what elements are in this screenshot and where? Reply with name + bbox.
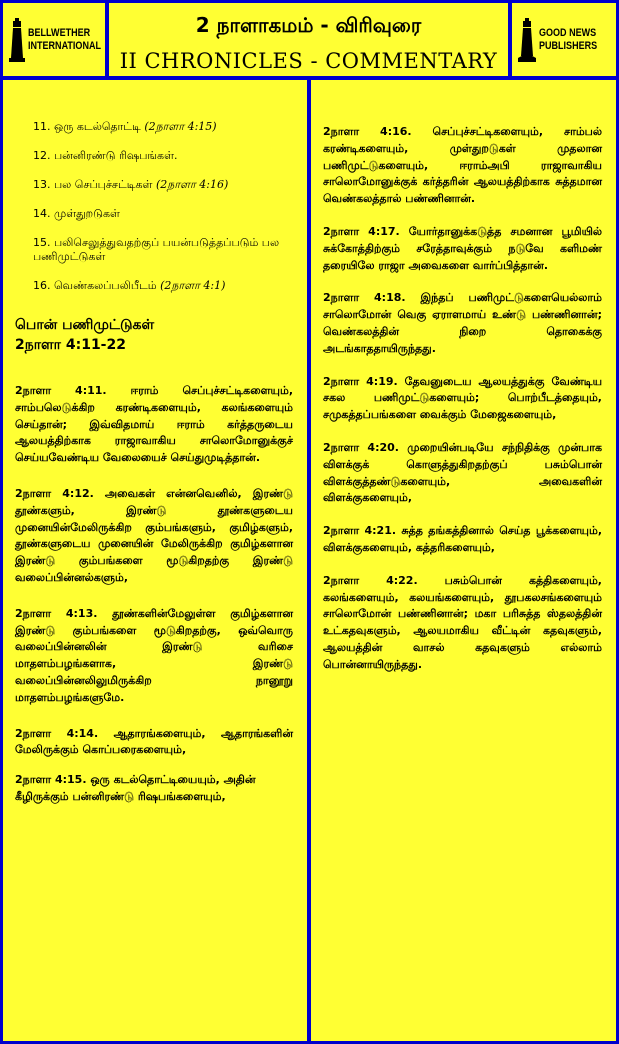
verse-paragraph: 2நாளா 4:20. முறையின்படியே சந்நிதிக்கு முன்பாக விளக்குக் கொளுத்துகிறதற்குப் பசும்பொன் விளக்குத்தண்டுகளையும், அவைகளின் விளக்குகளையும், [323, 440, 602, 505]
right-logo-line2: PUBLISHERS [539, 39, 598, 52]
outline-item: 15. பலிசெலுத்துவதற்குப் பயன்படுத்தப்படும் பல பணிமுட்டுகள் [33, 236, 280, 263]
verse-paragraph: 2நாளா 4:12. அவைகள் என்னவெனில், இரண்டு தூண்களும், இரண்டு தூண்களுடைய முனையின்மேலிருக்கிற கும்பங்களும், குமிழ்களும், தூண்களுடைய முனையின் மேலிருக்கிற குமிழ்களான இரண்டு கும்பங்களை மூடுகிறதற்கு இரண்டு வலைப்பின்னல்களும், [15, 486, 293, 584]
right-column [311, 80, 616, 1041]
verse-paragraph: 2நாளா 4:18. இந்தப் பணிமுட்டுகளையெல்லாம் சாலொமோன் வெகு ஏராளமாய் உண்டு பண்ணினான்; வெண்கலத்தின் நிறை தொகைக்கு அடங்காததாயிருந்தது. [323, 291, 602, 355]
verse-paragraph: 2நாளா 4:13. தூண்களின்மேலுள்ள குமிழ்களான இரண்டு கும்பங்களை மூடுகிறதற்கு, ஒவ்வொரு வலைப்பின்னலின் இரண்டு வரிசை மாதளம்பழங்களாக, இரண்டு வலைப்பின்னலிலுமிருக்கிற நானூறு மாதளம்பழங்களுமே. [15, 606, 293, 704]
goodnews-logo [512, 3, 616, 76]
lighthouse-icon [9, 18, 25, 62]
section-title: பொன் பணிமுட்டுகள் [15, 317, 155, 333]
section-heading [15, 315, 293, 355]
verse-paragraph: 2நாளா 4:22. பசும்பொன் கத்திகளையும், கலங்களையும், கலயங்களையும், தூபகலசங்களையும் சாலொமோன் பண்ணினான்; மகா பரிசுத்த ஸ்தலத்தின் உட்கதவுகளும், ஆலயமாகிய வீட்டின் கதவுகளும், ஆலயத்தின் வாசல் கதவுகளும் எல்லாம் பொன்னாயிருந்தது. [323, 573, 602, 671]
verse-paragraph: 2நாளா 4:11. ஈராம் செப்புச்சட்டிகளையும், சாம்பலெடுக்கிற கரண்டிகளையும், கலங்களையும் செய்தான்; இவ்விதமாய் ஈராம் கர்த்தருடைய ஆலயத்திற்காக ராஜாவாகிய சாலொமோனுக்குச் செய்யவேண்டிய வேலையைச் செய்துமுடித்தான். [15, 384, 293, 465]
verse-paragraph: 2நாளா 4:14. ஆதாரங்களையும், ஆதாரங்களின் மேலிருக்கும் கொப்பரைகளையும், [15, 726, 293, 757]
left-logo-line1: BELLWETHER [28, 26, 91, 39]
outline-list [15, 120, 293, 293]
bellwether-logo [3, 3, 105, 76]
title-tamil: 2 நாளாகமம் - விரிவுரை [195, 13, 422, 37]
left-logo-line2: INTERNATIONAL [28, 39, 101, 52]
outline-item: 16. வெண்கலப்பலிபீடம் (2நாளா 4:1) [33, 279, 226, 292]
verse-paragraph: 2நாளா 4:17. யோர்தானுக்கடுத்த சமனான பூமியில் சுக்கோத்திற்கும் சரேத்தாவுக்கும் நடுவே களிமண் தரையிலே ராஜா அவைகளை வார்ப்பித்தான். [323, 224, 602, 272]
page-title-box [109, 3, 508, 76]
title-english: II CHRONICLES - COMMENTARY [119, 49, 498, 73]
verse-paragraph: 2நாளா 4:16. செப்புச்சட்டிகளையும், சாம்பல் கரண்டிகளையும், முள்துறடுகள் முதலான பணிமுட்டுகளையும், ஈராம்அபி ராஜாவாகிய சாலொமோனுக்குக் கர்த்தரின் ஆலயத்திற்காக சுத்தமான வெண்கலத்தால் பண்ணினான். [323, 125, 602, 206]
outline-item: 11. ஒரு கடல்தொட்டி (2நாளா 4:15) [33, 120, 217, 133]
outline-item: 14. முள்துறடுகள் [33, 207, 120, 220]
section-reference: 2நாளா 4:11-22 [15, 337, 126, 353]
verse-paragraph: 2நாளா 4:21. சுத்த தங்கத்தினால் செய்த பூக்களையும், விளக்குகளையும், கத்தரிகளையும், [323, 524, 602, 554]
verse-paragraph: 2நாளா 4:15. ஒரு கடல்தொட்டியையும், அதின் கீழிருக்கும் பன்னிரண்டு ரிஷபங்களையும், [15, 773, 256, 803]
verse-paragraph: 2நாளா 4:19. தேவனுடைய ஆலயத்துக்கு வேண்டிய சகல பணிமுட்டுகளையும்; பொற்பீடத்தையும், சமுகத்தப்பங்களை வைக்கும் மேஜைகளையும், [323, 374, 602, 422]
lighthouse-icon [518, 18, 536, 62]
left-column [3, 80, 307, 1041]
outline-item: 12. பன்னிரண்டு ரிஷபங்கள். [33, 149, 178, 162]
outline-item: 13. பல செப்புச்சட்டிகள் (2நாளா 4:16) [33, 178, 229, 191]
right-logo-line1: GOOD NEWS [539, 26, 597, 39]
